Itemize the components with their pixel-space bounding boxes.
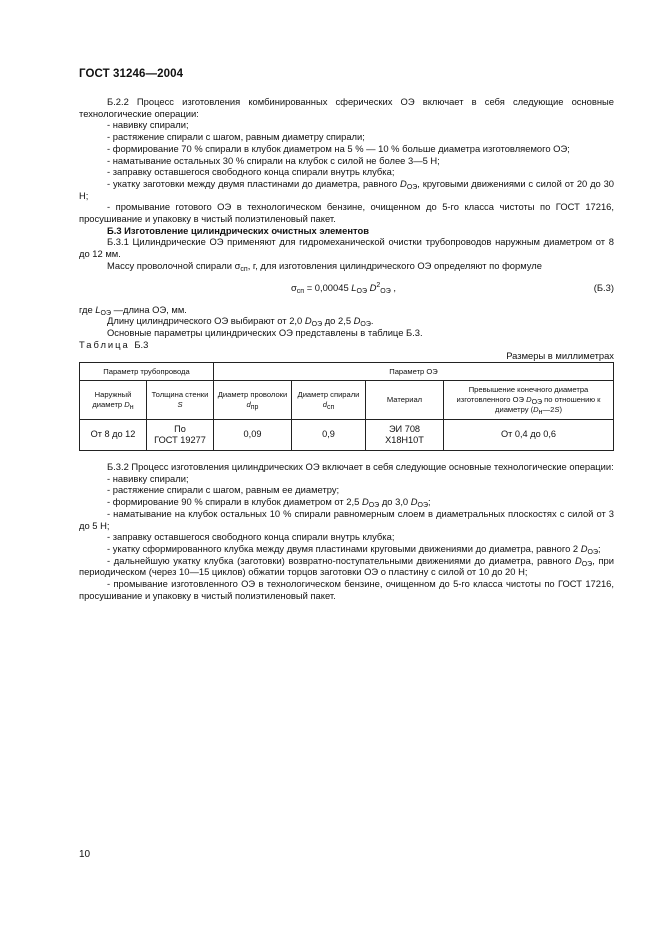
- table-b3: [79, 362, 614, 451]
- formula-b3: [79, 278, 614, 300]
- text: Наружный диаметр: [92, 390, 132, 410]
- table-group-pipe: Параметр трубопровода: [80, 363, 214, 381]
- formula-number: (Б.3): [593, 281, 614, 293]
- text: - укатку сформированного клубка между двумя пластинами круговыми движениями до диаметра, равного 2: [107, 542, 581, 554]
- symbol: D: [526, 395, 532, 405]
- text: Х18Н10Т: [385, 435, 424, 446]
- text: Длину цилиндрического ОЭ выбирают от 2,0: [107, 315, 305, 327]
- page-body: [79, 96, 614, 602]
- text: до 2,5: [322, 315, 354, 327]
- text: ЭИ 708: [388, 423, 421, 434]
- paragraph-where: [79, 304, 614, 316]
- subscript: ОЭ: [406, 183, 418, 191]
- table-header-row: [80, 381, 614, 420]
- table-label: [79, 339, 614, 351]
- formula-expression: [291, 282, 396, 294]
- symbol: D: [400, 177, 407, 189]
- list-item: - растяжение спирали с шагом, равным диаметру спирали;: [107, 131, 365, 143]
- paragraph-length: [79, 315, 614, 327]
- symbol: D: [353, 315, 361, 327]
- text: Таблица: [79, 338, 130, 350]
- col-wire-diameter: [214, 381, 292, 420]
- text: по отношению к диаметру (: [495, 395, 601, 415]
- text: - укатку заготовки между двумя пластинами до диаметра, равного: [107, 177, 401, 189]
- cell-spiral: 0,9: [292, 420, 366, 451]
- list-item-roll: [79, 178, 614, 201]
- page-number: 10: [79, 849, 91, 860]
- cell-wall: [147, 420, 214, 451]
- list-item: - промывание изготовленного ОЭ в технологическом бензине, очищенном до 5-го класса чистоты по ГОСТ 17216, просушивание и упаковку в чистый полиэтиленовый пакет.: [79, 578, 614, 601]
- subscript: ОЭ: [356, 287, 367, 295]
- text: Массу проволочной спирали σ: [107, 259, 241, 271]
- symbol: L: [95, 303, 101, 315]
- text: где: [79, 303, 96, 315]
- col-spiral-diameter: [292, 381, 366, 420]
- symbol: D: [410, 496, 418, 508]
- table-row: [80, 420, 614, 451]
- subscript: сп: [240, 265, 248, 273]
- symbol: D: [533, 405, 539, 415]
- paragraph-params: Основные параметры цилиндрических ОЭ представлены в таблице Б.3.: [107, 326, 423, 338]
- list-item: [79, 496, 614, 508]
- text: , круговыми движениями с силой от 20 до 30 Н;: [79, 177, 614, 201]
- list-item: [79, 555, 614, 578]
- symbol: D: [580, 542, 588, 554]
- subscript: ОЭ: [360, 321, 371, 329]
- table-units: Размеры в миллиметрах: [506, 350, 614, 362]
- text: - формирование 90 % спирали в клубок диаметром от 2,5: [107, 496, 362, 508]
- subscript: н: [538, 409, 543, 417]
- text: до 3,0: [379, 496, 411, 508]
- text: ,: [390, 281, 396, 293]
- text: ): [559, 405, 562, 415]
- text: Превышение конечного диаметра изготовленного ОЭ: [456, 385, 589, 405]
- list-item: - наматывание на клубок остальных 10 % спирали равномерным слоем в диаметральных плоскостях с силой от 3 до 5 Н;: [79, 507, 614, 531]
- cell-outer: От 8 до 12: [80, 420, 147, 451]
- superscript: 2: [376, 281, 381, 289]
- text: , г, для изготовления цилиндрического ОЭ определяют по формуле: [247, 259, 542, 271]
- symbol: σ: [291, 281, 297, 293]
- text: = 0,00045: [304, 281, 352, 293]
- list-item: - растяжение спирали с шагом, равным ее диаметру;: [107, 484, 340, 496]
- paragraph-mass: [79, 260, 614, 272]
- subscript: ОЭ: [311, 321, 323, 329]
- list-item: - заправку оставшегося свободного конца спирали внутрь клубка;: [107, 166, 395, 178]
- text: Б.3: [134, 338, 149, 350]
- cell-material: [366, 420, 444, 451]
- subscript: ОЭ: [531, 399, 543, 407]
- paragraph-b22-intro: Б.2.2 Процесс изготовления комбинированных сферических ОЭ включает в себя следующие основные технологические операции:: [79, 96, 614, 119]
- subscript: ОЭ: [100, 309, 111, 317]
- text: - дальнейшую укатку клубка (заготовки) возвратно-поступательными движениями до диаметра, равного: [107, 554, 575, 566]
- symbol: L: [351, 281, 357, 293]
- symbol: D: [124, 400, 130, 410]
- subscript: ОЭ: [417, 502, 429, 510]
- text: Диаметр проволоки: [217, 390, 288, 400]
- list-item-wash: - промывание готового ОЭ в технологическом бензине, очищенном до 5-го класса чистоты по ГОСТ 17216, просушивание и упаковку в чистый полиэтиленовый пакет.: [79, 201, 614, 225]
- cell-excess: От 0,4 до 0,6: [444, 420, 614, 451]
- page-header: ГОСТ 31246—2004: [79, 68, 184, 80]
- subscript: ОЭ: [380, 287, 391, 295]
- paragraph-b32-intro: Б.3.2 Процесс изготовления цилиндрических ОЭ включает в себя следующие основные технологические операции:: [107, 461, 614, 473]
- list-item: - навивку спирали;: [107, 472, 189, 484]
- symbol: S: [177, 400, 183, 410]
- text: ;: [428, 496, 431, 508]
- col-excess: [444, 381, 614, 420]
- subscript: н: [129, 404, 134, 412]
- col-wall-thickness: [147, 381, 214, 420]
- text: —длина ОЭ, мм.: [111, 303, 187, 315]
- col-outer-diameter: [80, 381, 147, 420]
- symbol: D: [369, 281, 377, 293]
- section-title-b3: Б.3 Изготовление цилиндрических очистных элементов: [107, 224, 369, 236]
- text: Толщина стенки: [151, 390, 209, 400]
- text: Диаметр спирали: [297, 390, 360, 400]
- subscript: ОЭ: [368, 502, 380, 510]
- list-item: - заправку оставшегося свободного конца спирали внутрь клубка;: [107, 531, 395, 543]
- list-item: - формирование 70 % спирали в клубок диаметром на 5 % — 10 % больше диаметра изготовляемого ОЭ;: [107, 142, 570, 154]
- list-item: - наматывание остальных 30 % спирали на клубок с силой не более 3—5 Н;: [107, 154, 440, 166]
- paragraph-b31: Б.3.1 Цилиндрические ОЭ применяют для гидромеханической очистки трубопроводов наружным диаметром от 8 до 12 мм.: [79, 236, 614, 260]
- text: —2: [542, 405, 555, 415]
- text: , при периодическом (через 10—15 циклов) обжатии торцов заготовки ОЭ о пластину с силой от 10 до 20 Н;: [79, 554, 614, 578]
- text: .: [370, 315, 374, 327]
- subscript: сп: [326, 404, 335, 412]
- spacer: [79, 451, 614, 461]
- list-item: [79, 543, 614, 555]
- symbol: D: [574, 554, 582, 566]
- list-item: - навивку спирали;: [107, 119, 189, 131]
- table-group-header-row: [80, 363, 614, 381]
- text: По: [174, 423, 186, 434]
- subscript: ОЭ: [581, 560, 593, 568]
- table-group-oe: Параметр ОЭ: [214, 363, 614, 381]
- symbol: d: [322, 400, 327, 410]
- symbol: d: [246, 400, 251, 410]
- symbol: D: [304, 315, 312, 327]
- col-material: Материал: [366, 381, 444, 420]
- subscript: сп: [296, 287, 305, 295]
- cell-wire: 0,09: [214, 420, 292, 451]
- symbol: D: [361, 496, 369, 508]
- subscript: ОЭ: [587, 548, 598, 556]
- text: ;: [598, 542, 601, 554]
- text: ГОСТ 19277: [154, 435, 206, 446]
- subscript: пр: [250, 404, 259, 412]
- symbol: S: [554, 405, 560, 415]
